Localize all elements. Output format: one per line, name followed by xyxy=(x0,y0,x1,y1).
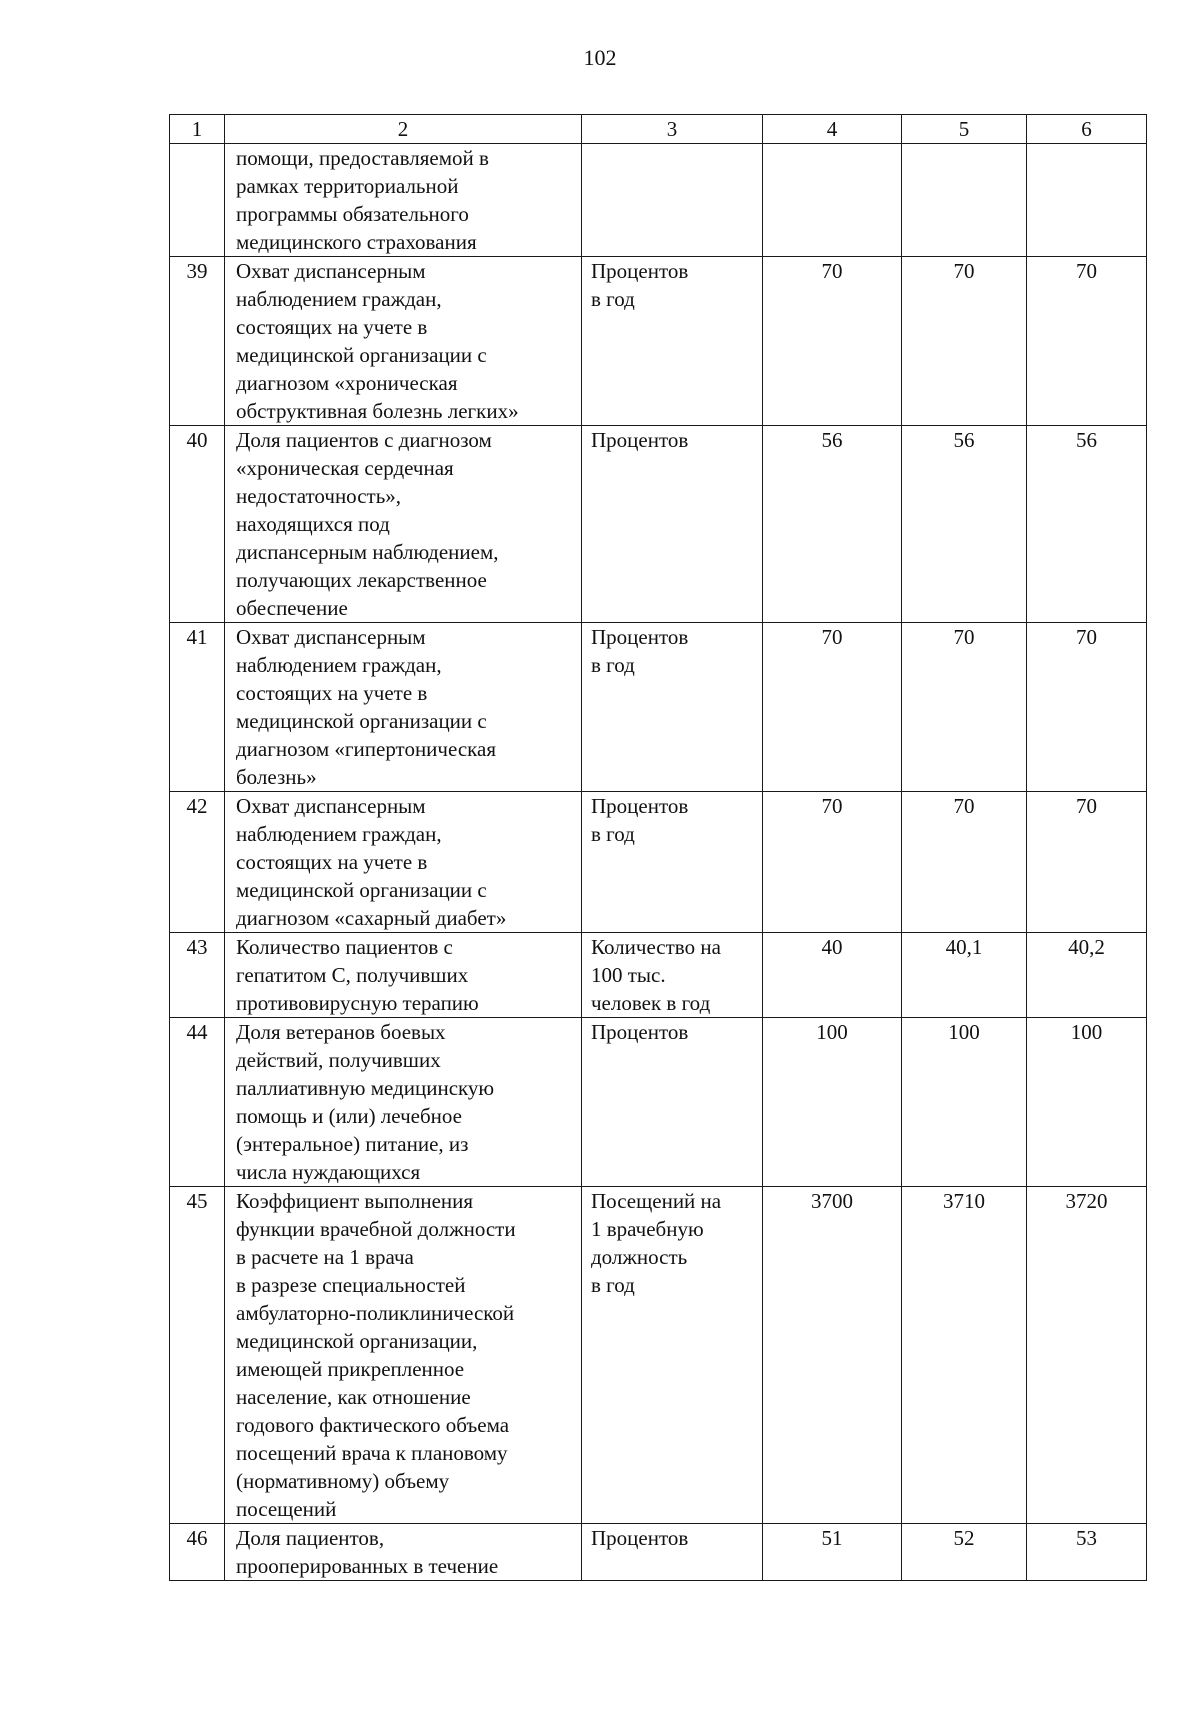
row-number-cell-text: 40 xyxy=(186,428,208,452)
value-cell-year-2-text: 40,1 xyxy=(945,935,983,959)
unit-cell xyxy=(582,792,763,933)
value-cell-year-3 xyxy=(1027,623,1147,792)
row-number-cell xyxy=(170,257,225,426)
value-cell-year-1-text: 40 xyxy=(821,935,843,959)
unit-cell xyxy=(582,1018,763,1187)
table-row xyxy=(170,933,1147,1018)
indicator-name-cell-text: Доля пациентов с диагнозом «хроническая сердечная недостаточность», находящихся под диспансерным наблюдением, получающих лекарственное обеспечение xyxy=(236,428,499,620)
value-cell-year-2-text: 70 xyxy=(953,794,975,818)
column-header: 6 xyxy=(1027,115,1147,144)
value-cell-year-2 xyxy=(902,426,1027,623)
value-cell-year-2-text: 56 xyxy=(953,428,975,452)
column-header: 4 xyxy=(763,115,902,144)
value-cell-year-3-text: 53 xyxy=(1076,1526,1097,1550)
value-cell-year-3-text: 70 xyxy=(1076,794,1097,818)
value-cell-year-2 xyxy=(902,144,1027,257)
unit-cell-text: Процентов xyxy=(591,1526,689,1550)
value-cell-year-1-text: 100 xyxy=(816,1020,848,1044)
indicator-name-cell xyxy=(225,144,582,257)
row-number-cell xyxy=(170,144,225,257)
unit-cell-text: Процентов в год xyxy=(591,794,689,846)
indicator-name-cell xyxy=(225,792,582,933)
value-cell-year-3 xyxy=(1027,1524,1147,1581)
indicators-table xyxy=(169,114,1147,1581)
value-cell-year-3 xyxy=(1027,933,1147,1018)
indicator-name-cell-text: Количество пациентов с гепатитом С, получивших противовирусную терапию xyxy=(236,935,479,1015)
column-header: 1 xyxy=(170,115,225,144)
row-number-cell xyxy=(170,1524,225,1581)
row-number-cell-text: 42 xyxy=(186,794,208,818)
indicator-name-cell xyxy=(225,257,582,426)
indicator-name-cell xyxy=(225,426,582,623)
unit-cell-text: Количество на 100 тыс. человек в год xyxy=(591,935,721,1015)
value-cell-year-1-text: 3700 xyxy=(811,1189,853,1213)
value-cell-year-3 xyxy=(1027,426,1147,623)
row-number-cell-text: 44 xyxy=(186,1020,208,1044)
value-cell-year-2 xyxy=(902,1018,1027,1187)
row-number-cell-text: 46 xyxy=(186,1526,208,1550)
indicator-name-cell-text: Охват диспансерным наблюдением граждан, состоящих на учете в медицинской организации с диагнозом «сахарный диабет» xyxy=(236,794,507,930)
indicator-name-cell xyxy=(225,1187,582,1524)
unit-cell xyxy=(582,144,763,257)
row-number-cell xyxy=(170,426,225,623)
value-cell-year-2 xyxy=(902,623,1027,792)
unit-cell xyxy=(582,426,763,623)
value-cell-year-1-text: 70 xyxy=(821,794,843,818)
value-cell-year-1 xyxy=(763,144,902,257)
page-number: 102 xyxy=(583,45,617,70)
indicator-name-cell-text: помощи, предоставляемой в рамках территориальной программы обязательного медицинского страхования xyxy=(236,146,489,254)
value-cell-year-2 xyxy=(902,257,1027,426)
indicator-name-cell xyxy=(225,933,582,1018)
row-number-cell xyxy=(170,623,225,792)
table-row xyxy=(170,426,1147,623)
value-cell-year-2 xyxy=(902,933,1027,1018)
table-row xyxy=(170,623,1147,792)
unit-cell xyxy=(582,623,763,792)
unit-cell-text: Процентов в год xyxy=(591,625,689,677)
value-cell-year-3-text: 40,2 xyxy=(1068,935,1105,959)
value-cell-year-3 xyxy=(1027,257,1147,426)
value-cell-year-3 xyxy=(1027,1018,1147,1187)
table-row xyxy=(170,257,1147,426)
row-number-cell-text: 43 xyxy=(186,935,208,959)
row-number-cell-text: 45 xyxy=(186,1189,208,1213)
value-cell-year-1 xyxy=(763,792,902,933)
indicator-name-cell-text: Доля пациентов, прооперированных в течение xyxy=(236,1526,499,1578)
value-cell-year-2-text: 100 xyxy=(948,1020,980,1044)
table-row xyxy=(170,792,1147,933)
row-number-cell xyxy=(170,933,225,1018)
value-cell-year-1-text: 70 xyxy=(821,625,843,649)
unit-cell xyxy=(582,1187,763,1524)
value-cell-year-2-text: 70 xyxy=(953,259,975,283)
value-cell-year-1 xyxy=(763,1018,902,1187)
indicator-name-cell xyxy=(225,1018,582,1187)
value-cell-year-2 xyxy=(902,1187,1027,1524)
value-cell-year-3-text: 56 xyxy=(1076,428,1097,452)
value-cell-year-1 xyxy=(763,1187,902,1524)
value-cell-year-1 xyxy=(763,1524,902,1581)
column-header: 2 xyxy=(225,115,582,144)
row-number-cell xyxy=(170,1187,225,1524)
indicator-name-cell xyxy=(225,1524,582,1581)
value-cell-year-1 xyxy=(763,257,902,426)
row-number-cell-text: 41 xyxy=(186,625,208,649)
value-cell-year-3-text: 100 xyxy=(1070,1020,1103,1044)
value-cell-year-3-text: 70 xyxy=(1076,259,1097,283)
unit-cell-text: Процентов xyxy=(591,1020,689,1044)
indicator-name-cell xyxy=(225,623,582,792)
value-cell-year-1-text: 51 xyxy=(821,1526,843,1550)
unit-cell-text: Процентов xyxy=(591,428,689,452)
row-number-cell-text: 39 xyxy=(186,259,208,283)
value-cell-year-2-text: 3710 xyxy=(943,1189,985,1213)
value-cell-year-1 xyxy=(763,933,902,1018)
unit-cell xyxy=(582,1524,763,1581)
table-header-row xyxy=(170,115,1147,144)
value-cell-year-1 xyxy=(763,623,902,792)
value-cell-year-1-text: 70 xyxy=(821,259,843,283)
unit-cell xyxy=(582,933,763,1018)
value-cell-year-2 xyxy=(902,792,1027,933)
table-row xyxy=(170,1018,1147,1187)
column-header: 5 xyxy=(902,115,1027,144)
unit-cell xyxy=(582,257,763,426)
table-row xyxy=(170,144,1147,257)
value-cell-year-1-text: 56 xyxy=(821,428,843,452)
row-number-cell xyxy=(170,792,225,933)
value-cell-year-2 xyxy=(902,1524,1027,1581)
value-cell-year-3-text: 3720 xyxy=(1065,1189,1108,1213)
value-cell-year-3 xyxy=(1027,792,1147,933)
value-cell-year-3-text: 70 xyxy=(1076,625,1097,649)
row-number-cell xyxy=(170,1018,225,1187)
indicator-name-cell-text: Охват диспансерным наблюдением граждан, состоящих на учете в медицинской организации с диагнозом «гипертоническая болезнь» xyxy=(236,625,497,789)
table-row xyxy=(170,1187,1147,1524)
value-cell-year-3 xyxy=(1027,144,1147,257)
value-cell-year-1 xyxy=(763,426,902,623)
unit-cell-text: Процентов в год xyxy=(591,259,689,311)
indicator-name-cell-text: Охват диспансерным наблюдением граждан, состоящих на учете в медицинской организации с диагнозом «хроническая обструктивная болезнь легких» xyxy=(236,259,519,423)
indicator-name-cell-text: Коэффициент выполнения функции врачебной должности в расчете на 1 врача в разрезе специальностей амбулаторно-поликлинической медицинской организации, имеющей прикрепленное население, как отношение годового фактического объема посещений врача к плановому (нормативному) объему посещений xyxy=(236,1189,516,1521)
value-cell-year-2-text: 70 xyxy=(953,625,975,649)
value-cell-year-2-text: 52 xyxy=(953,1526,975,1550)
indicator-name-cell-text: Доля ветеранов боевых действий, получивших паллиативную медицинскую помощь и (или) лечебное (энтеральное) питание, из числа нуждающихся xyxy=(236,1020,495,1184)
column-header: 3 xyxy=(582,115,763,144)
unit-cell-text: Посещений на 1 врачебную должность в год xyxy=(591,1189,722,1297)
value-cell-year-3 xyxy=(1027,1187,1147,1524)
table-row xyxy=(170,1524,1147,1581)
